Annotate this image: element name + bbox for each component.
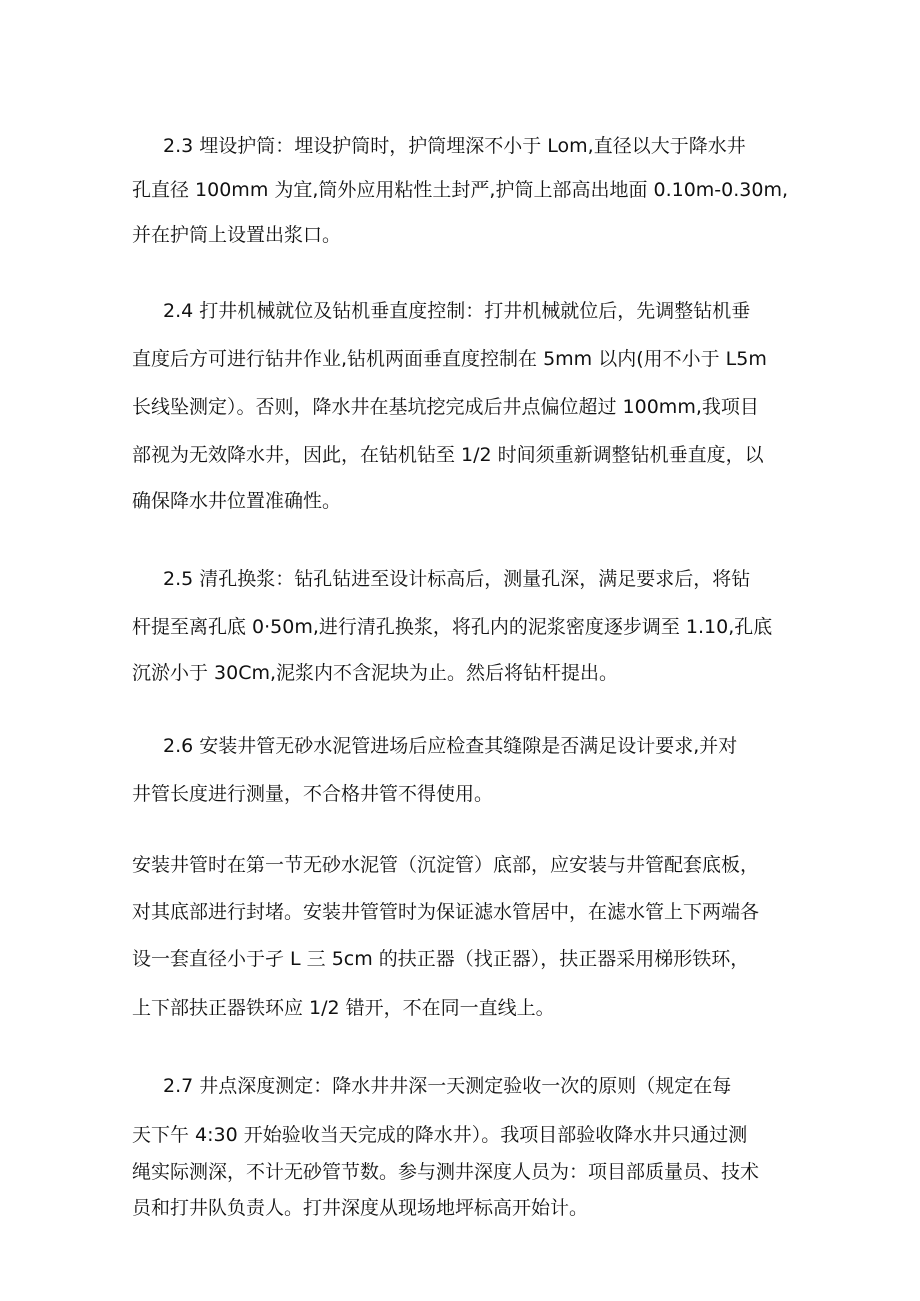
text-line: 孔直径 100mm 为宜,筒外应用粘性土封严,护筒上部高出地面 0.10m-0.30m,	[132, 179, 789, 201]
text-line: 2.3 埋设护筒：埋设护筒时，护筒埋深不小于 Lom,直径以大于降水井	[163, 135, 746, 157]
text-line: 安装井管时在第一节无砂水泥管（沉淀管）底部，应安装与井管配套底板，	[132, 854, 760, 876]
text-line: 2.5 清孔换浆：钻孔钻进至设计标高后，测量孔深，满足要求后，将钻	[163, 568, 751, 590]
text-line: 员和打井队负责人。打井深度从现场地坪标高开始计。	[132, 1197, 589, 1219]
text-line: 2.7 井点深度测定：降水井井深一天测定验收一次的原则（规定在每	[163, 1075, 732, 1097]
text-line: 对其底部进行封堵。安装井管管时为保证滤水管居中，在滤水管上下两端各	[132, 901, 760, 923]
text-line: 长线坠测定）。否则，降水井在基坑挖完成后井点偏位超过 100mm,我项目	[132, 396, 759, 418]
text-line: 杆提至离孔底 0·50m,进行清孔换浆，将孔内的泥浆密度逐步调至 1.10,孔底	[132, 616, 773, 638]
text-line: 沉淤小于 30Cm,泥浆内不含泥块为止。然后将钻杆提出。	[132, 662, 619, 684]
text-line: 上下部扶正器铁环应 1/2 错开，不在同一直线上。	[132, 997, 555, 1019]
text-line: 部视为无效降水井，因此，在钻机钻至 1/2 时间须重新调整钻机垂直度，以	[132, 444, 764, 466]
text-line: 天下午 4:30 开始验收当天完成的降水井）。我项目部验收降水井只通过测	[132, 1124, 748, 1146]
text-line: 2.4 打井机械就位及钻机垂直度控制：打井机械就位后，先调整钻机垂	[163, 300, 751, 322]
text-line: 绳实际测深，不计无砂管节数。参与测井深度人员为：项目部质量员、技术	[132, 1161, 760, 1183]
text-line: 设一套直径小于孑 L 三 5cm 的扶正器（找正器），扶正器采用梯形铁环，	[132, 948, 750, 970]
text-line: 2.6 安装井管无砂水泥管进场后应检查其缝隙是否满足设计要求,并对	[163, 735, 738, 757]
text-line: 并在护筒上设置出浆口。	[132, 224, 342, 246]
text-line: 确保降水井位置准确性。	[132, 490, 342, 512]
text-line: 直度后方可进行钻井作业,钻机两面垂直度控制在 5mm 以内(用不小于 L5m	[132, 348, 767, 370]
text-line: 井管长度进行测量，不合格井管不得使用。	[132, 783, 494, 805]
